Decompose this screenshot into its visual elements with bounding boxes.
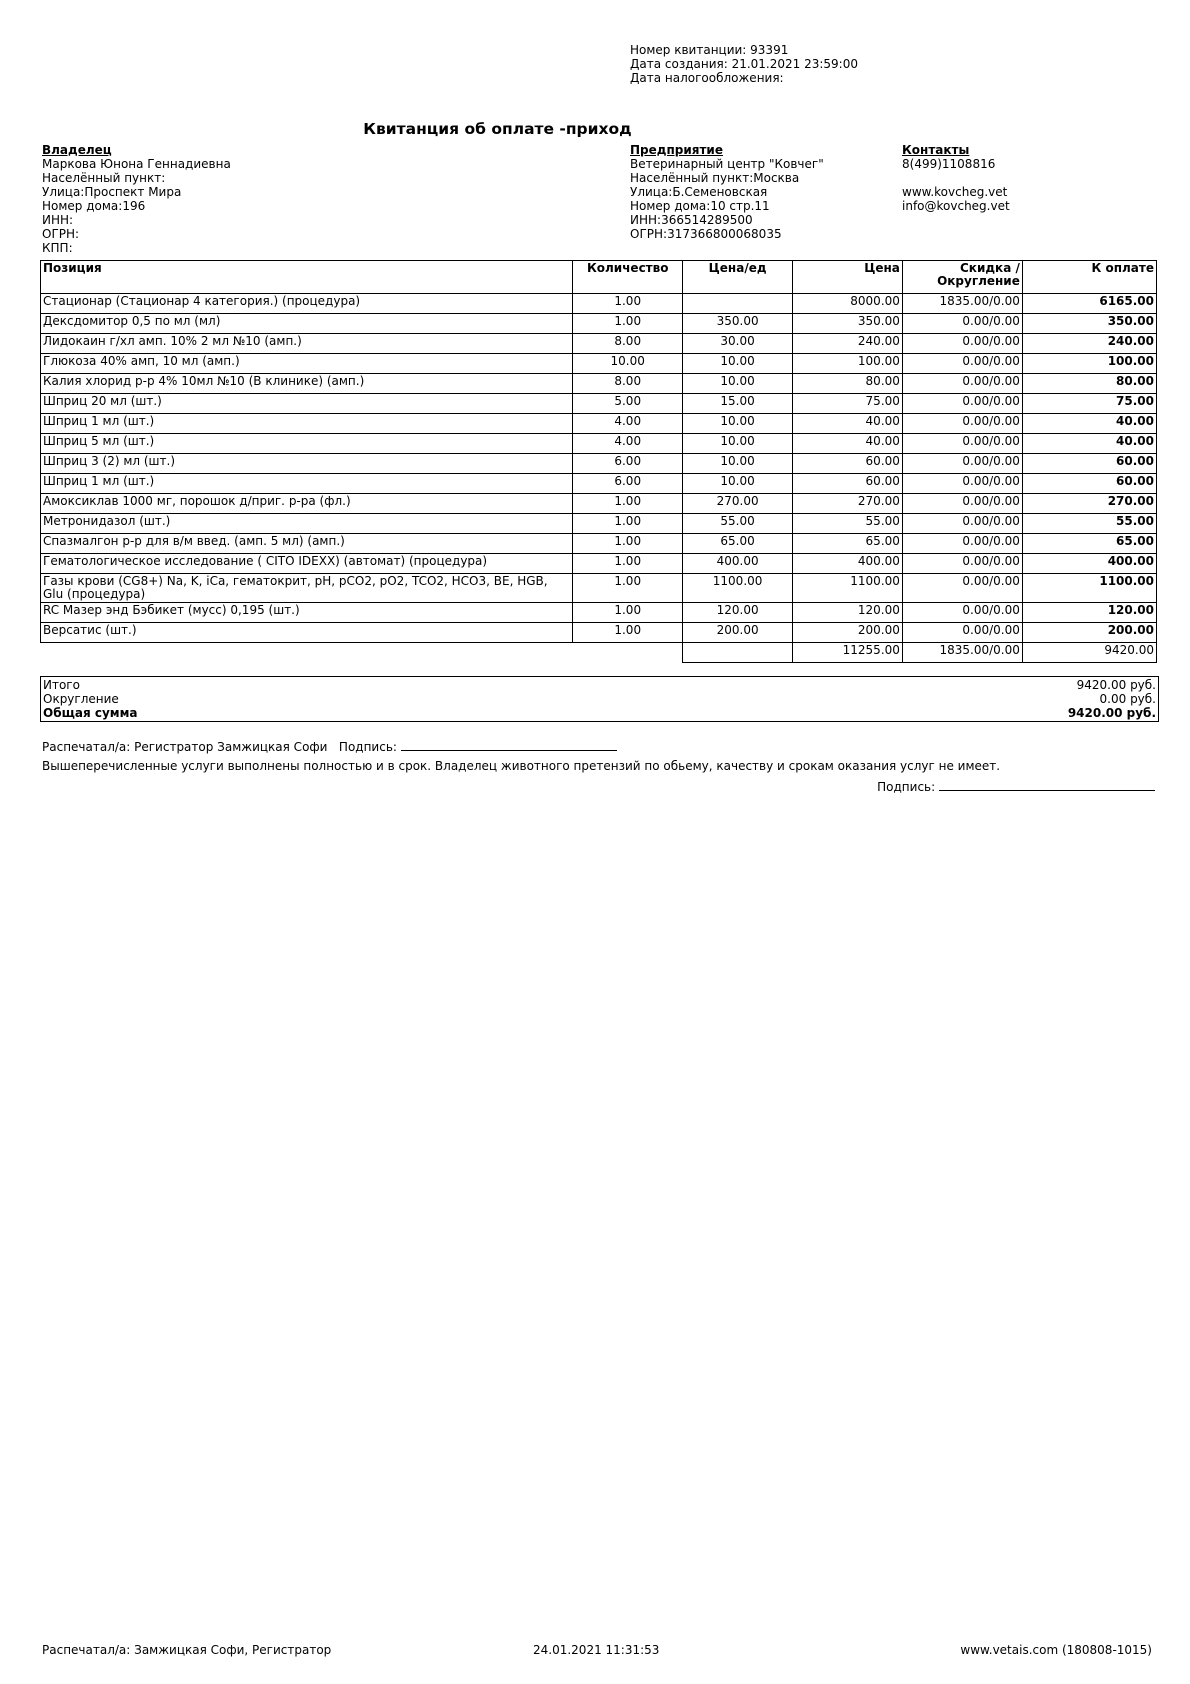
signature-label: Подпись: xyxy=(338,740,397,754)
items-table xyxy=(40,260,1157,663)
item-pay: 240.00 xyxy=(1022,334,1156,354)
item-pay: 400.00 xyxy=(1022,554,1156,574)
col-header-sum: Цена xyxy=(793,261,903,294)
item-price: 200.00 xyxy=(683,623,793,643)
item-pay: 60.00 xyxy=(1022,454,1156,474)
item-name: Дексдомитор 0,5 по мл (мл) xyxy=(41,314,573,334)
contacts-phone: 8(499)1108816 xyxy=(902,157,996,171)
item-name: RC Мазер энд Бэбикет (мусс) 0,195 (шт.) xyxy=(41,603,573,623)
item-sum: 65.00 xyxy=(793,534,903,554)
owner-line: ИНН: xyxy=(42,213,74,227)
item-pay: 60.00 xyxy=(1022,474,1156,494)
item-discount: 1835.00/0.00 xyxy=(902,294,1022,314)
footer-version: www.vetais.com (180808-1015) xyxy=(960,1643,1152,1657)
totals-discount: 1835.00/0.00 xyxy=(902,643,1022,663)
item-qty: 1.00 xyxy=(573,294,683,314)
item-name: Шприц 1 мл (шт.) xyxy=(41,474,573,494)
owner-header: Владелец xyxy=(42,143,112,157)
signature-line xyxy=(401,739,617,751)
col-header-discount-line1: Скидка / xyxy=(960,261,1020,275)
table-header-row xyxy=(41,261,1157,294)
item-discount: 0.00/0.00 xyxy=(902,534,1022,554)
item-qty: 1.00 xyxy=(573,554,683,574)
printed-by: Распечатал/а: Регистратор Замжицкая Софи xyxy=(42,740,328,754)
item-qty: 1.00 xyxy=(573,514,683,534)
disclaimer: Вышеперечисленные услуги выполнены полностью и в срок. Владелец животного претензий по обьему, качеству и срокам оказания услуг не имеет. xyxy=(42,759,1001,773)
owner-line: Улица:Проспект Мира xyxy=(42,185,182,199)
item-discount: 0.00/0.00 xyxy=(902,623,1022,643)
item-pay: 6165.00 xyxy=(1022,294,1156,314)
item-price: 350.00 xyxy=(683,314,793,334)
item-name: Версатис (шт.) xyxy=(41,623,573,643)
item-pay: 100.00 xyxy=(1022,354,1156,374)
item-sum: 55.00 xyxy=(793,514,903,534)
company-line: Населённый пункт:Москва xyxy=(630,171,800,185)
table-row xyxy=(41,434,1157,454)
table-row xyxy=(41,623,1157,643)
item-name: Шприц 1 мл (шт.) xyxy=(41,414,573,434)
item-discount: 0.00/0.00 xyxy=(902,314,1022,334)
table-row xyxy=(41,574,1157,603)
item-qty: 1.00 xyxy=(573,534,683,554)
item-sum: 200.00 xyxy=(793,623,903,643)
item-qty: 1.00 xyxy=(573,623,683,643)
totals-row xyxy=(41,643,1157,663)
company-line: Улица:Б.Семеновская xyxy=(630,185,768,199)
summary-total-row xyxy=(43,678,1156,692)
item-discount: 0.00/0.00 xyxy=(902,554,1022,574)
item-sum: 240.00 xyxy=(793,334,903,354)
item-discount: 0.00/0.00 xyxy=(902,454,1022,474)
table-row xyxy=(41,494,1157,514)
table-row xyxy=(41,314,1157,334)
item-pay: 65.00 xyxy=(1022,534,1156,554)
item-price: 400.00 xyxy=(683,554,793,574)
item-price: 10.00 xyxy=(683,414,793,434)
contacts-header: Контакты xyxy=(902,143,970,157)
summary-grand-value: 9420.00 руб. xyxy=(1067,706,1156,720)
table-row xyxy=(41,603,1157,623)
company-line: Номер дома:10 стр.11 xyxy=(630,199,770,213)
col-header-qty: Количество xyxy=(573,261,683,294)
item-price: 10.00 xyxy=(683,474,793,494)
table-row xyxy=(41,354,1157,374)
owner-line: Маркова Юнона Геннадиевна xyxy=(42,157,231,171)
item-qty: 8.00 xyxy=(573,374,683,394)
item-sum: 350.00 xyxy=(793,314,903,334)
item-name: Спазмалгон р-р для в/м введ. (амп. 5 мл) (амп.) xyxy=(41,534,573,554)
item-sum: 1100.00 xyxy=(793,574,903,603)
company-header: Предприятие xyxy=(630,143,723,157)
item-qty: 6.00 xyxy=(573,454,683,474)
company-line: ОГРН:317366800068035 xyxy=(630,227,782,241)
item-price: 55.00 xyxy=(683,514,793,534)
item-sum: 80.00 xyxy=(793,374,903,394)
item-discount: 0.00/0.00 xyxy=(902,514,1022,534)
company-block xyxy=(630,143,824,241)
item-price: 15.00 xyxy=(683,394,793,414)
col-header-price: Цена/ед xyxy=(683,261,793,294)
table-row xyxy=(41,394,1157,414)
item-pay: 40.00 xyxy=(1022,414,1156,434)
table-row xyxy=(41,374,1157,394)
totals-gap xyxy=(41,643,683,663)
summary-rounding-row xyxy=(43,692,1156,706)
creation-date: Дата создания: 21.01.2021 23:59:00 xyxy=(630,57,858,71)
item-discount: 0.00/0.00 xyxy=(902,494,1022,514)
item-discount: 0.00/0.00 xyxy=(902,414,1022,434)
item-name: Глюкоза 40% амп, 10 мл (амп.) xyxy=(41,354,573,374)
receipt-meta xyxy=(630,43,858,85)
item-qty: 5.00 xyxy=(573,394,683,414)
item-pay: 75.00 xyxy=(1022,394,1156,414)
contacts-block xyxy=(902,143,1010,213)
col-header-discount-line2: Округление xyxy=(937,274,1020,288)
contacts-email: info@kovcheg.vet xyxy=(902,199,1010,213)
item-qty: 4.00 xyxy=(573,434,683,454)
summary-grand-row xyxy=(43,706,1156,720)
item-sum: 120.00 xyxy=(793,603,903,623)
summary-rounding-value: 0.00 руб. xyxy=(1099,692,1156,706)
summary-total-value: 9420.00 руб. xyxy=(1076,678,1156,692)
summary-total-label: Итого xyxy=(43,678,80,692)
table-row xyxy=(41,514,1157,534)
table-row xyxy=(41,414,1157,434)
totals-pay: 9420.00 xyxy=(1022,643,1156,663)
item-price: 1100.00 xyxy=(683,574,793,603)
col-header-name: Позиция xyxy=(41,261,573,294)
item-qty: 1.00 xyxy=(573,574,683,603)
contacts-blank xyxy=(902,171,1010,185)
item-discount: 0.00/0.00 xyxy=(902,574,1022,603)
table-row xyxy=(41,554,1157,574)
item-pay: 120.00 xyxy=(1022,603,1156,623)
printed-by-line xyxy=(42,739,617,754)
item-sum: 60.00 xyxy=(793,474,903,494)
owner-signature-label: Подпись: xyxy=(877,780,936,794)
item-name: Метронидазол (шт.) xyxy=(41,514,573,534)
totals-empty xyxy=(683,643,793,663)
item-sum: 40.00 xyxy=(793,414,903,434)
item-sum: 8000.00 xyxy=(793,294,903,314)
item-pay: 270.00 xyxy=(1022,494,1156,514)
item-pay: 350.00 xyxy=(1022,314,1156,334)
table-row xyxy=(41,534,1157,554)
item-price: 10.00 xyxy=(683,354,793,374)
item-qty: 10.00 xyxy=(573,354,683,374)
item-price: 10.00 xyxy=(683,454,793,474)
item-price: 10.00 xyxy=(683,434,793,454)
table-row xyxy=(41,474,1157,494)
summary-grand-label: Общая сумма xyxy=(43,706,138,720)
item-sum: 75.00 xyxy=(793,394,903,414)
item-sum: 400.00 xyxy=(793,554,903,574)
item-name: Шприц 20 мл (шт.) xyxy=(41,394,573,414)
table-row xyxy=(41,334,1157,354)
table-row xyxy=(41,294,1157,314)
page-title: Квитанция об оплате -приход xyxy=(363,120,632,138)
item-price: 120.00 xyxy=(683,603,793,623)
footer-printed-by: Распечатал/а: Замжицкая Софи, Регистратор xyxy=(42,1643,332,1657)
item-name: Гематологическое исследование ( CITO IDEXX) (автомат) (процедура) xyxy=(41,554,573,574)
item-discount: 0.00/0.00 xyxy=(902,374,1022,394)
receipt-number: Номер квитанции: 93391 xyxy=(630,43,789,57)
item-price xyxy=(683,294,793,314)
item-pay: 55.00 xyxy=(1022,514,1156,534)
col-header-discount xyxy=(902,261,1022,294)
footer-timestamp: 24.01.2021 11:31:53 xyxy=(533,1643,660,1657)
item-discount: 0.00/0.00 xyxy=(902,354,1022,374)
item-sum: 60.00 xyxy=(793,454,903,474)
item-pay: 1100.00 xyxy=(1022,574,1156,603)
item-qty: 1.00 xyxy=(573,603,683,623)
owner-line: Населённый пункт: xyxy=(42,171,166,185)
owner-line: КПП: xyxy=(42,241,73,255)
item-price: 270.00 xyxy=(683,494,793,514)
table-row xyxy=(41,454,1157,474)
item-name: Амоксиклав 1000 мг, порошок д/приг. р-ра (фл.) xyxy=(41,494,573,514)
item-qty: 1.00 xyxy=(573,494,683,514)
item-discount: 0.00/0.00 xyxy=(902,394,1022,414)
item-price: 65.00 xyxy=(683,534,793,554)
item-name: Лидокаин г/хл амп. 10% 2 мл №10 (амп.) xyxy=(41,334,573,354)
totals-sum: 11255.00 xyxy=(793,643,903,663)
item-name: Калия хлорид р-р 4% 10мл №10 (В клинике) (амп.) xyxy=(41,374,573,394)
item-qty: 8.00 xyxy=(573,334,683,354)
item-pay: 80.00 xyxy=(1022,374,1156,394)
item-name: Шприц 3 (2) мл (шт.) xyxy=(41,454,573,474)
item-discount: 0.00/0.00 xyxy=(902,603,1022,623)
col-header-pay: К оплате xyxy=(1022,261,1156,294)
owner-line: ОГРН: xyxy=(42,227,80,241)
item-qty: 4.00 xyxy=(573,414,683,434)
item-name: Шприц 5 мл (шт.) xyxy=(41,434,573,454)
item-discount: 0.00/0.00 xyxy=(902,334,1022,354)
owner-block xyxy=(42,143,231,255)
summary-box xyxy=(40,676,1159,722)
summary-rounding-label: Округление xyxy=(43,692,119,706)
item-sum: 40.00 xyxy=(793,434,903,454)
owner-line: Номер дома:196 xyxy=(42,199,146,213)
item-sum: 100.00 xyxy=(793,354,903,374)
item-price: 30.00 xyxy=(683,334,793,354)
company-line: Ветеринарный центр "Ковчег" xyxy=(630,157,824,171)
owner-signature xyxy=(877,779,1155,794)
item-discount: 0.00/0.00 xyxy=(902,474,1022,494)
company-line: ИНН:366514289500 xyxy=(630,213,753,227)
item-qty: 1.00 xyxy=(573,314,683,334)
item-qty: 6.00 xyxy=(573,474,683,494)
item-pay: 40.00 xyxy=(1022,434,1156,454)
item-sum: 270.00 xyxy=(793,494,903,514)
item-name: Стационар (Стационар 4 категория.) (процедура) xyxy=(41,294,573,314)
item-pay: 200.00 xyxy=(1022,623,1156,643)
item-price: 10.00 xyxy=(683,374,793,394)
item-discount: 0.00/0.00 xyxy=(902,434,1022,454)
tax-date: Дата налогообложения: xyxy=(630,71,784,85)
contacts-website: www.kovcheg.vet xyxy=(902,185,1008,199)
owner-signature-line xyxy=(939,779,1155,791)
item-name: Газы крови (CG8+) Na, K, iCa, гематокрит, pH, pCO2, pO2, TCO2, HCO3, BE, HGB, Glu (процедура) xyxy=(41,574,573,603)
